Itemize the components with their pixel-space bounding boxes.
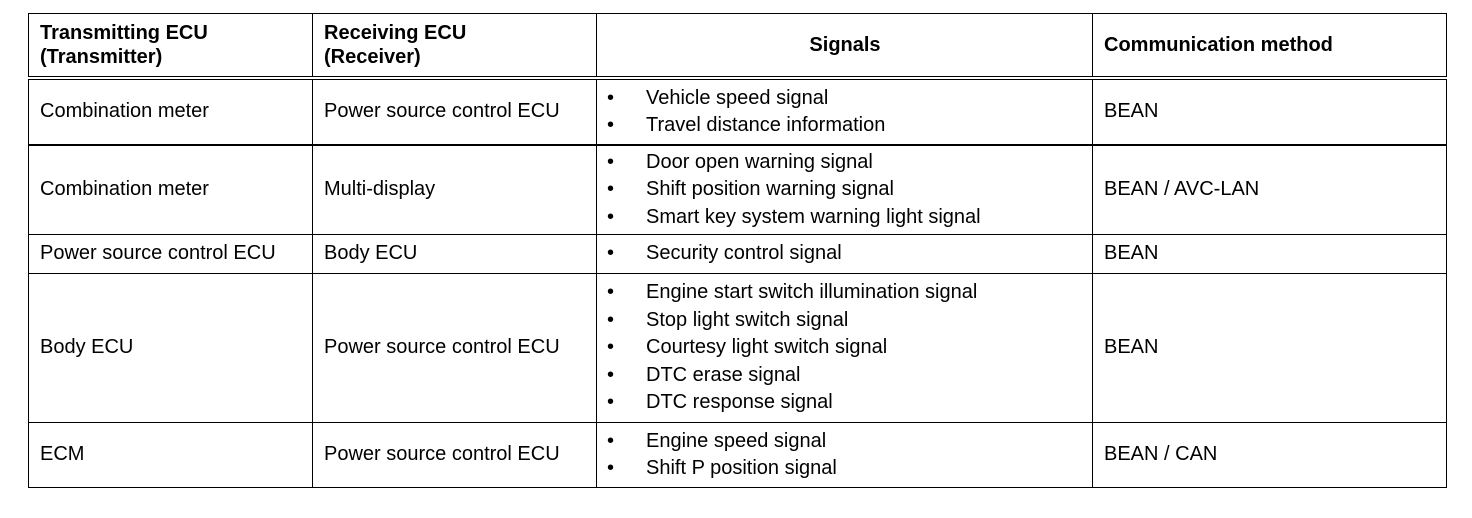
method-cell: BEAN / CAN — [1093, 423, 1447, 488]
receiver-cell: Body ECU — [313, 235, 597, 274]
header-method: Communication method — [1093, 14, 1447, 79]
table-row — [29, 423, 1447, 488]
table-row — [29, 235, 1447, 274]
receiver-cell: Multi-display — [313, 145, 597, 235]
transmitter-cell: Combination meter — [29, 145, 313, 235]
method-cell: BEAN — [1093, 78, 1447, 145]
signal-item: • DTC erase signal — [606, 362, 1082, 390]
signal-item: • Travel distance information — [606, 112, 1082, 140]
signal-item: • Door open warning signal — [606, 149, 1082, 177]
table-row — [29, 274, 1447, 423]
header-receiver-line-2: (Receiver) — [324, 46, 421, 68]
communication-table — [28, 13, 1447, 488]
signals-cell — [597, 78, 1093, 145]
signals-cell — [597, 423, 1093, 488]
header-transmitter-line-2: (Transmitter) — [40, 46, 163, 68]
signal-list — [606, 279, 1082, 417]
signal-list — [606, 149, 1082, 232]
signal-list — [606, 85, 1082, 140]
signal-item: • Vehicle speed signal — [606, 85, 1082, 113]
signal-item: • Shift position warning signal — [606, 176, 1082, 204]
header-receiver — [313, 14, 597, 79]
header-row — [29, 14, 1447, 79]
table-row — [29, 145, 1447, 235]
signal-item: • Smart key system warning light signal — [606, 204, 1082, 232]
signal-item: • Courtesy light switch signal — [606, 334, 1082, 362]
signal-item: • Engine start switch illumination signal — [606, 279, 1082, 307]
receiver-cell: Power source control ECU — [313, 78, 597, 145]
signal-item: • Security control signal — [606, 240, 1082, 268]
header-receiver-line-1: Receiving ECU — [324, 22, 467, 44]
signal-item: • Stop light switch signal — [606, 307, 1082, 335]
signal-list — [606, 428, 1082, 483]
receiver-cell: Power source control ECU — [313, 423, 597, 488]
signal-item: • Engine speed signal — [606, 428, 1082, 456]
header-transmitter — [29, 14, 313, 79]
receiver-cell: Power source control ECU — [313, 274, 597, 423]
method-cell: BEAN / AVC-LAN — [1093, 145, 1447, 235]
header-signals: Signals — [597, 14, 1093, 79]
signals-cell — [597, 274, 1093, 423]
signals-cell — [597, 235, 1093, 274]
header-transmitter-line-1: Transmitting ECU — [40, 22, 208, 44]
transmitter-cell: Power source control ECU — [29, 235, 313, 274]
transmitter-cell: ECM — [29, 423, 313, 488]
table-row — [29, 78, 1447, 145]
signal-item: • DTC response signal — [606, 389, 1082, 417]
transmitter-cell: Combination meter — [29, 78, 313, 145]
method-cell: BEAN — [1093, 274, 1447, 423]
transmitter-cell: Body ECU — [29, 274, 313, 423]
signal-list — [606, 240, 1082, 268]
signals-cell — [597, 145, 1093, 235]
method-cell: BEAN — [1093, 235, 1447, 274]
signal-item: • Shift P position signal — [606, 455, 1082, 483]
